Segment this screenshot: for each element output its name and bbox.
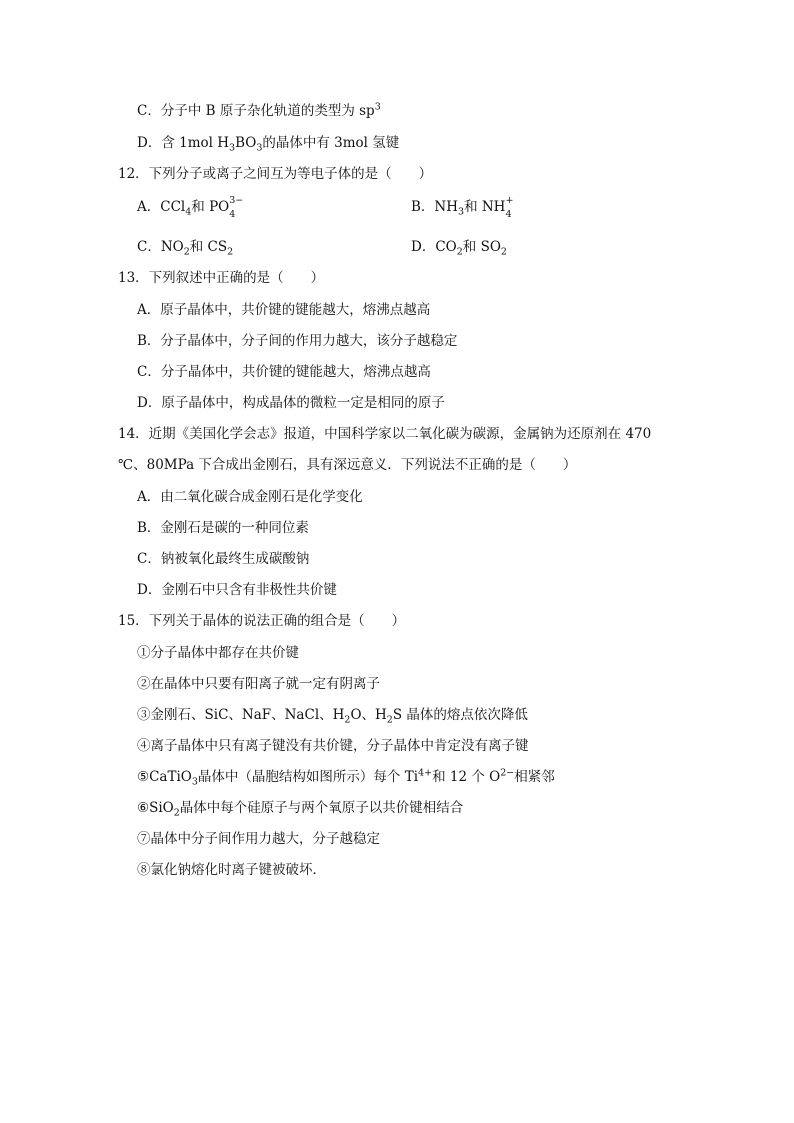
q12-option-c: C．$NO_2$和 $CS_2$ bbox=[137, 239, 234, 258]
q15-item-3: ③金刚石、SiC、NaF、NaCl、$H_2O$、$H_2S$ 晶体的熔点依次降低 bbox=[137, 707, 528, 726]
q14-option-c: C．钠被氧化最终生成碳酸钠 bbox=[137, 551, 310, 567]
q14-option-a: A．由二氧化碳合成金刚石是化学变化 bbox=[137, 489, 363, 505]
q13-option-c: C．分子晶体中，共价键的键能越大，熔沸点越高 bbox=[137, 364, 431, 380]
q15-item-6: ⑥SiO$_2$晶体中每个硅原子与两个氧原子以共价键相结合 bbox=[137, 800, 464, 819]
q11-option-d: D．含 1mol $H_3BO_3$的晶体中有 3mol 氢键 bbox=[137, 135, 400, 154]
q14-stem-line2: ℃、80MPa 下合成出金刚石，具有深远意义．下列说法不正确的是（ ） bbox=[118, 457, 577, 473]
q14-option-b: B．金刚石是碳的一种同位素 bbox=[137, 520, 309, 536]
q11-option-c: C．分子中 B 原子杂化轨道的类型为 $sp^3$ bbox=[137, 101, 381, 119]
q15-item-5: ⑤CaTiO$_3$晶体中（晶胞结构如图所示）每个 $Ti^{4+}$和 12 个 $O^{2-}$相紧邻 bbox=[137, 767, 555, 788]
q13-option-a: A．原子晶体中，共价键的键能越大，熔沸点越高 bbox=[137, 302, 431, 318]
q13-option-d: D．原子晶体中，构成晶体的微粒一定是相同的原子 bbox=[137, 395, 445, 411]
q14-stem-line1: 14．近期《美国化学会志》报道，中国科学家以二氧化碳为碳源，金属钠为还原剂在 470 bbox=[118, 426, 652, 442]
q15-stem: 15．下列关于晶体的说法正确的组合是（ ） bbox=[118, 613, 406, 629]
q15-item-4: ④离子晶体中只有离子键没有共价键，分子晶体中肯定没有离子键 bbox=[137, 738, 529, 754]
q15-item-8: ⑧氯化钠熔化时离子键被破坏． bbox=[137, 862, 326, 878]
q13-stem: 13．下列叙述中正确的是（ ） bbox=[118, 270, 325, 286]
q14-option-d: D．金刚石中只含有非极性共价键 bbox=[137, 582, 337, 598]
q15-item-2: ②在晶体中只要有阳离子就一定有阴离子 bbox=[137, 676, 380, 692]
q12-option-a: A．CCl$_4$和 PO 3− 4 bbox=[137, 195, 244, 220]
q15-item-7: ⑦晶体中分子间作用力越大，分子越稳定 bbox=[137, 831, 380, 847]
q12-option-b: B．$NH_3$和 NH + 4 bbox=[411, 195, 514, 220]
q12-option-d: D．$CO_2$和 $SO_2$ bbox=[411, 239, 507, 258]
q12-stem: 12．下列分子或离子之间互为等电子体的是（ ） bbox=[118, 166, 433, 182]
q13-option-b: B．分子晶体中，分子间的作用力越大，该分子越稳定 bbox=[137, 333, 458, 349]
q15-item-1: ①分子晶体中都存在共价键 bbox=[137, 645, 299, 661]
